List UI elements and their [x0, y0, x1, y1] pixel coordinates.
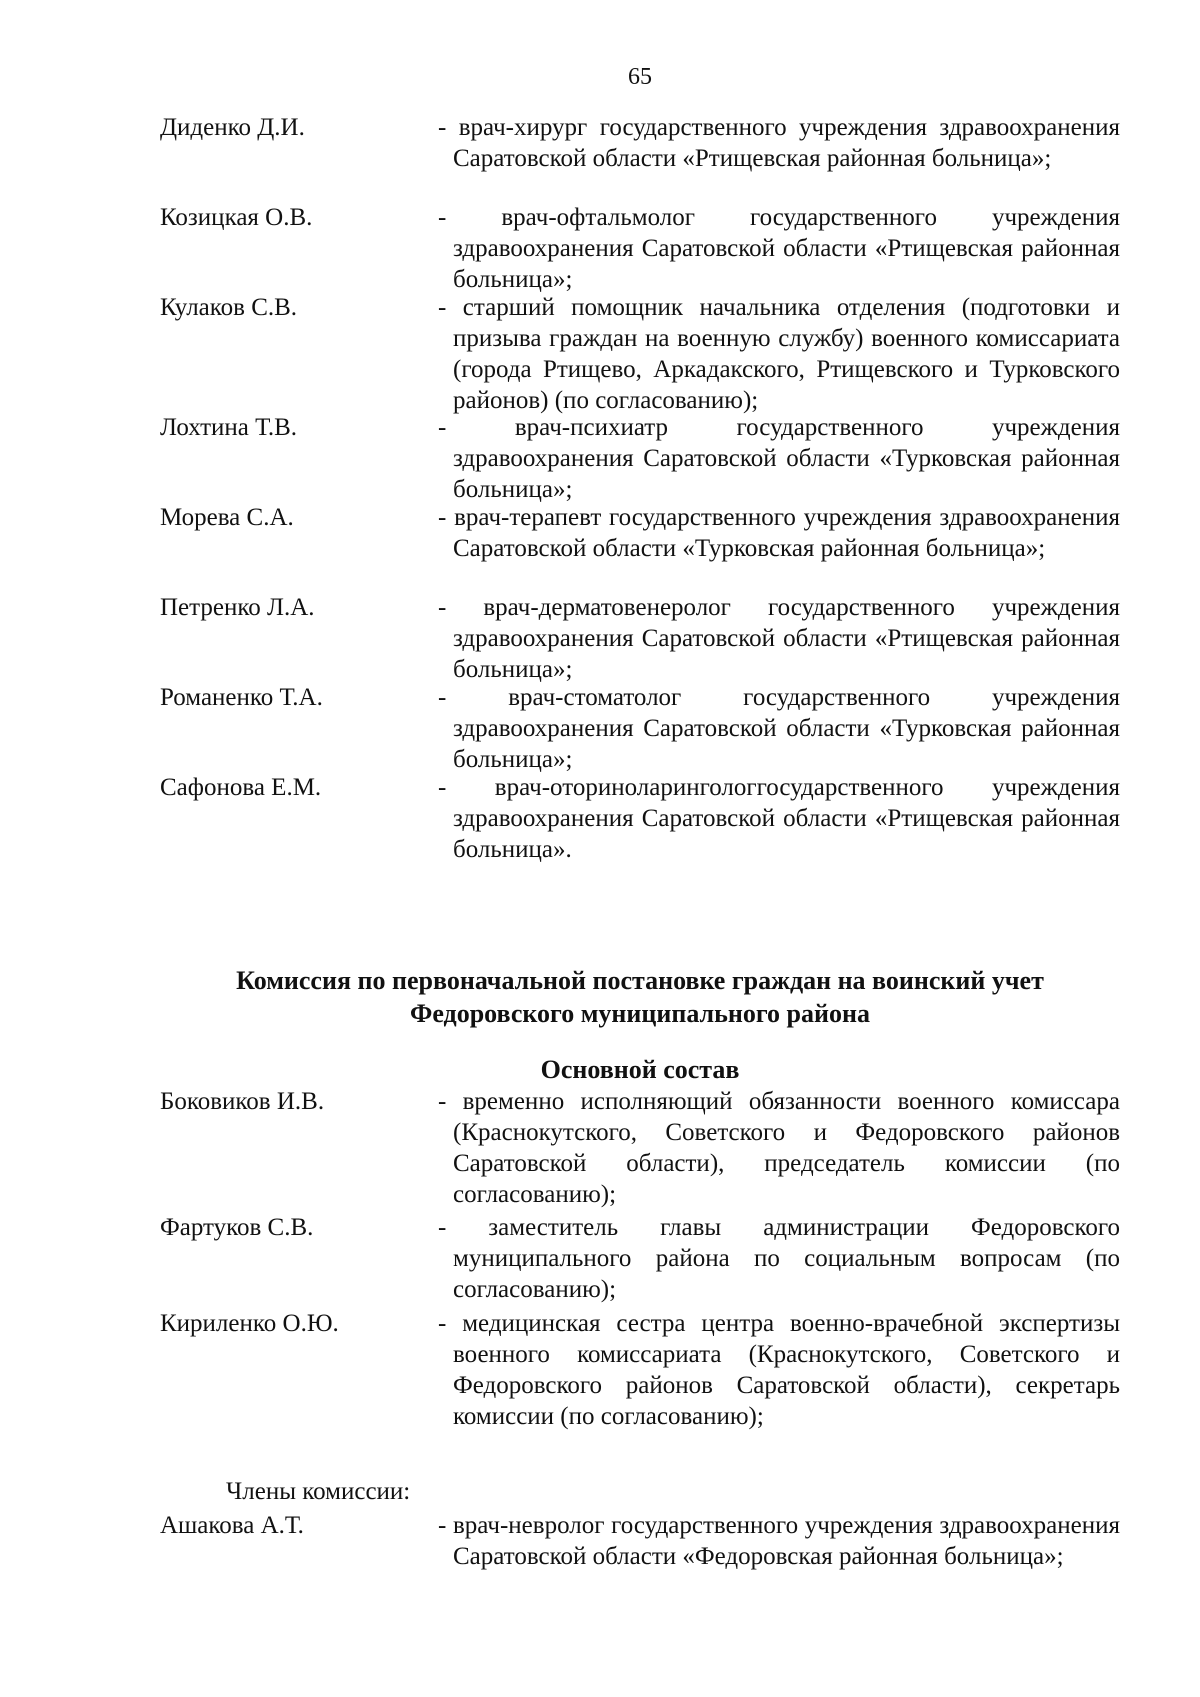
list-item — [160, 412, 1120, 502]
page-number: 65 — [628, 64, 652, 90]
list-item — [160, 1308, 1120, 1434]
commission-title-line2: Федоровского муниципального района — [410, 999, 870, 1028]
person-position: - врач-офтальмолог государственного учреждения здравоохранения Саратовской области «Ртищевская районная больница»; — [438, 204, 1120, 293]
person-name: Козицкая О.В. — [160, 204, 313, 231]
person-position: - временно исполняющий обязанности военного комиссара (Краснокутского, Советского и Федоровского районов Саратовской области), председатель комиссии (по согласованию); — [438, 1088, 1120, 1208]
main-staff-heading: Основной состав — [540, 1055, 740, 1084]
person-position: - заместитель главы администрации Федоровского муниципального района по социальным вопросам (по согласованию); — [438, 1214, 1120, 1303]
list-item — [160, 1086, 1120, 1212]
person-name: Фартуков С.В. — [160, 1214, 314, 1241]
person-position: - врач-психиатр государственного учреждения здравоохранения Саратовской области «Турковская районная больница»; — [438, 414, 1120, 503]
person-position: - медицинская сестра центра военно-врачебной экспертизы военного комиссариата (Краснокутского, Советского и Федоровского районов Саратовской области), секретарь комиссии (по согласованию); — [438, 1310, 1120, 1430]
person-name: Петренко Л.А. — [160, 594, 315, 621]
list-item — [160, 592, 1120, 682]
list-item — [160, 1510, 1120, 1606]
person-position: - врач-невролог государственного учреждения здравоохранения Саратовской области «Федоровская районная больница»; — [438, 1512, 1120, 1570]
person-name: Боковиков И.В. — [160, 1088, 325, 1115]
list-item — [160, 772, 1120, 862]
person-name: Романенко Т.А. — [160, 684, 323, 711]
main-staff-list — [160, 1086, 1120, 1434]
commission-title-line1: Комиссия по первоначальной постановке граждан на воинский учет — [236, 966, 1044, 995]
list-item — [160, 502, 1120, 592]
person-name: Сафонова Е.М. — [160, 774, 322, 801]
person-name: Кириленко О.Ю. — [160, 1310, 339, 1337]
list-item — [160, 292, 1120, 412]
person-position: - врач-дерматовенеролог государственного учреждения здравоохранения Саратовской области «Ртищевская районная больница»; — [438, 594, 1120, 683]
list-item — [160, 112, 1120, 202]
members-list — [160, 1510, 1120, 1606]
person-position: - врач-стоматолог государственного учреждения здравоохранения Саратовской области «Турковская районная больница»; — [438, 684, 1120, 773]
person-position: - врач-хирург государственного учреждения здравоохранения Саратовской области «Ртищевская районная больница»; — [438, 114, 1120, 172]
list-item — [160, 202, 1120, 292]
person-name: Лохтина Т.В. — [160, 414, 298, 441]
person-name: Морева С.А. — [160, 504, 294, 531]
person-position: - старший помощник начальника отделения (подготовки и призыва граждан на военную службу) военного комиссариата (города Ртищево, Аркадакского, Ртищевского и Турковского районов) (по согласованию); — [438, 294, 1120, 414]
list-item — [160, 682, 1120, 772]
person-name: Кулаков С.В. — [160, 294, 298, 321]
list-item — [160, 1212, 1120, 1308]
person-name: Диденко Д.И. — [160, 114, 305, 141]
person-position: - врач-оториноларингологгосударственного учреждения здравоохранения Саратовской области «Ртищевская районная больница». — [438, 774, 1120, 863]
top-list — [160, 112, 1120, 862]
person-name: Ашакова А.Т. — [160, 1512, 304, 1539]
person-position: - врач-терапевт государственного учреждения здравоохранения Саратовской области «Турковская районная больница»; — [438, 504, 1120, 562]
members-label: Члены комиссии: — [226, 1478, 411, 1505]
